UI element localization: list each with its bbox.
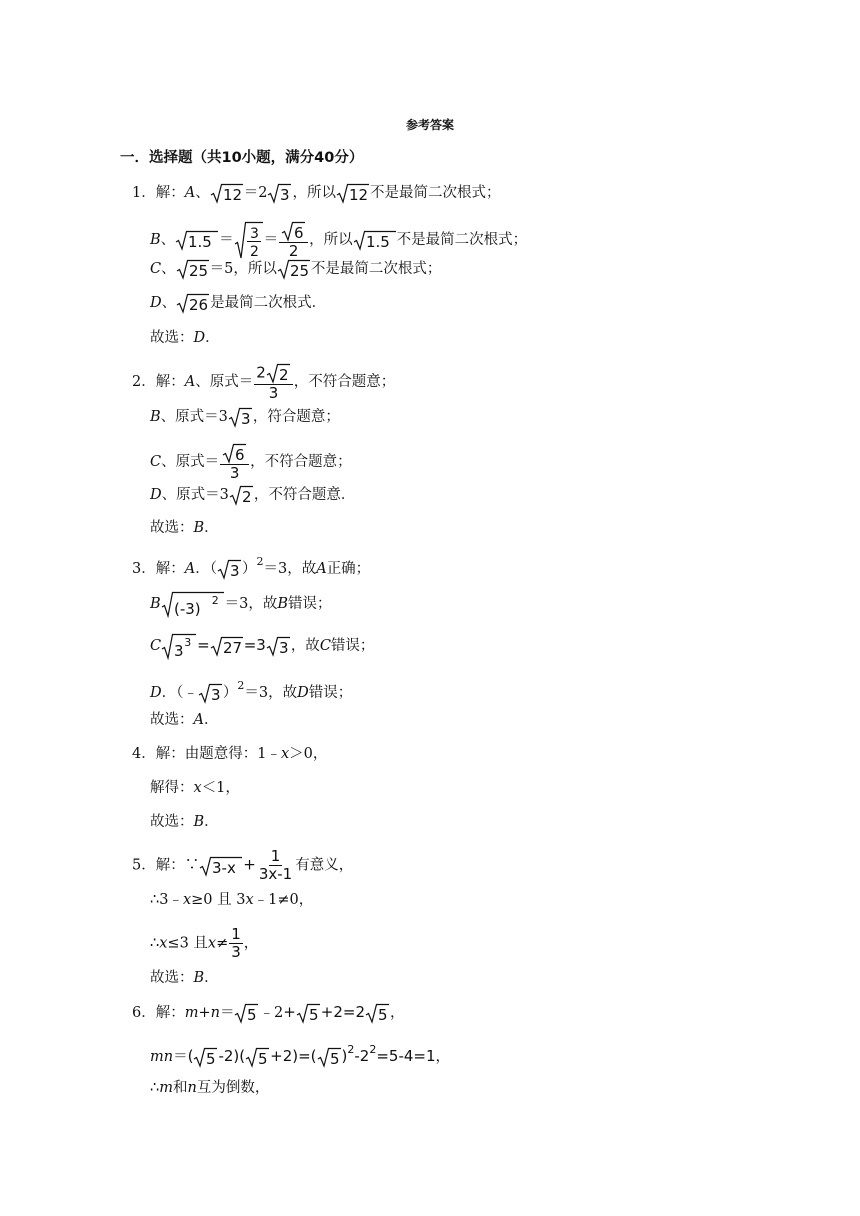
fraction: 2 2 3 xyxy=(254,362,293,402)
q3-line-a: 3．解：A．（ 3 ）$^2$＝3，故A正确； xyxy=(132,555,371,580)
q5-line-2: ∴3﹣x≥0 且 3x﹣1≠0， xyxy=(150,892,314,908)
radical xyxy=(317,1046,342,1068)
q2-line-d: D、原式＝3 2 ，不符合题意． xyxy=(150,484,355,506)
q6-line-2: mn＝( 5 -2)( 5 +2)=( 5 )$^2-2^2=5-4=1$， xyxy=(150,1043,451,1068)
svg-text:3: 3 xyxy=(210,686,221,704)
q2-line-c: C、原式＝ $\frac{6}{3}$ ，不符合题意； xyxy=(150,442,352,482)
q4-line-1: 4．解：由题意得：1﹣x＞0， xyxy=(132,746,328,762)
svg-text:(-3): (-3) xyxy=(173,600,201,618)
radical xyxy=(199,855,243,877)
radical-sign xyxy=(281,220,306,242)
svg-text:27: 27 xyxy=(222,639,242,657)
fraction: $\frac{6}{3}$ xyxy=(220,442,249,482)
radical-sign xyxy=(277,258,311,280)
page-title: 参考答案 xyxy=(405,118,454,132)
radical xyxy=(281,220,306,242)
radical-sign xyxy=(317,1046,342,1068)
svg-text:3: 3 xyxy=(278,639,289,657)
fraction: $\frac{1}{3}$ xyxy=(231,925,241,961)
radical xyxy=(296,1002,321,1024)
radical-sign xyxy=(353,229,397,251)
radical-sign xyxy=(217,558,242,580)
radical-sign xyxy=(199,855,243,877)
radical xyxy=(228,406,253,428)
svg-text:2: 2 xyxy=(211,594,219,607)
svg-text:1.5: 1.5 xyxy=(365,233,390,251)
radical xyxy=(365,1002,390,1024)
radical-power xyxy=(161,590,225,618)
svg-text:5: 5 xyxy=(247,1006,258,1024)
radical xyxy=(175,229,219,251)
radical-sign xyxy=(175,229,219,251)
radical xyxy=(353,229,397,251)
radical-sign xyxy=(336,182,370,204)
q5-line-3: ∴x≤3 且x≠ $\frac{1}{3}$ ， xyxy=(150,925,259,961)
q5-answer: 故选：B． xyxy=(150,970,219,986)
svg-text:25: 25 xyxy=(188,262,208,280)
svg-text:3: 3 xyxy=(249,226,259,242)
q3-line-b: B (-3) 2 ＝3，故B错误； xyxy=(150,590,332,618)
radical-sign xyxy=(161,590,225,618)
svg-text:3: 3 xyxy=(229,562,240,580)
radical-sign xyxy=(266,362,291,384)
radical-sign xyxy=(234,1002,259,1024)
q6-line-1: 6．解：m+n＝ 5 ﹣2+ 5 +2=2 5 ， xyxy=(132,1003,405,1024)
q1-answer: 故选：D． xyxy=(150,330,220,346)
q6-line-3: ∴m和n互为倒数， xyxy=(150,1080,270,1096)
q2-answer: 故选：B． xyxy=(150,520,219,536)
radical-sign xyxy=(210,635,244,657)
svg-text:12: 12 xyxy=(222,186,242,204)
radical-sign xyxy=(365,1002,390,1024)
radical-sign xyxy=(193,1046,218,1068)
fraction: $\frac{6}{2}$ xyxy=(279,220,308,260)
radical xyxy=(234,1002,259,1024)
fraction: $\frac{1}{3x-1}$ xyxy=(258,847,293,883)
svg-text:6: 6 xyxy=(294,224,304,242)
svg-text:5: 5 xyxy=(258,1050,268,1068)
svg-text:25: 25 xyxy=(289,262,309,280)
radical xyxy=(277,258,311,280)
svg-text:12: 12 xyxy=(348,186,369,204)
section-heading: 一．选择题（共10小题，满分40分） xyxy=(120,150,364,166)
q1-line-a: 1．解：A、 12 ＝2 3 ，所以 12 不是最简二次根式； xyxy=(132,182,500,204)
svg-text:3: 3 xyxy=(184,636,192,649)
svg-text:2: 2 xyxy=(278,366,289,384)
radical xyxy=(222,442,247,464)
radical-sign xyxy=(176,258,210,280)
svg-text:5: 5 xyxy=(206,1050,216,1068)
q3-answer: 故选：A． xyxy=(150,712,219,728)
radical xyxy=(245,1046,270,1068)
q5-line-1: 5．解：∵ 3-x + $\frac{1}{3x-1}$ 有意义， xyxy=(132,847,354,883)
radical xyxy=(176,292,210,314)
radical xyxy=(267,182,292,204)
svg-text:6: 6 xyxy=(235,446,245,464)
radical-sign xyxy=(198,682,223,704)
q2-line-a: 2．解：A、原式＝ 2 2 3 ，不符合题意； xyxy=(132,363,396,402)
radical-sign xyxy=(222,442,247,464)
radical-sign xyxy=(229,484,254,506)
svg-text:3-x: 3-x xyxy=(212,858,237,877)
svg-text:3: 3 xyxy=(174,642,184,660)
radical-sign xyxy=(234,220,264,260)
q3-line-d: D．（﹣ 3 ）$^2$＝3，故D错误； xyxy=(150,679,353,704)
q4-answer: 故选：B． xyxy=(150,814,219,830)
radical xyxy=(336,182,370,204)
svg-text:5: 5 xyxy=(329,1050,340,1068)
q3-line-c: C 3 3 = 27 =3 3 ，故C错误； xyxy=(150,632,374,660)
radical-sign xyxy=(245,1046,270,1068)
radical xyxy=(210,182,244,204)
radical xyxy=(266,635,291,657)
radical xyxy=(193,1046,218,1068)
q1-line-b: B、 1.5 ＝ 3 2 ＝ $\frac{6}{2}$ ，所以 1.5 不是最简二次根式； xyxy=(150,220,527,260)
radical-power xyxy=(161,632,197,660)
radical-fraction xyxy=(234,220,264,260)
svg-text:3: 3 xyxy=(280,186,290,204)
radical-sign xyxy=(296,1002,321,1024)
q1-line-d: D、 26 是最简二次根式． xyxy=(150,292,326,314)
svg-text:3: 3 xyxy=(240,410,251,428)
radical xyxy=(176,258,210,280)
svg-text:5: 5 xyxy=(308,1006,319,1024)
radical-sign xyxy=(176,292,210,314)
q2-line-b: B、原式＝3 3 ，符合题意； xyxy=(150,406,340,428)
radical-sign xyxy=(161,632,197,660)
q4-line-2: 解得：x＜1， xyxy=(150,780,240,796)
radical xyxy=(229,484,254,506)
q1-line-c: C、 25 ＝5，所以 25 不是最简二次根式； xyxy=(150,258,441,280)
svg-text:26: 26 xyxy=(189,296,209,314)
svg-text:5: 5 xyxy=(378,1006,388,1024)
radical xyxy=(210,635,244,657)
radical xyxy=(198,682,223,704)
radical-sign xyxy=(267,182,292,204)
svg-text:1.5: 1.5 xyxy=(188,233,213,251)
radical-sign xyxy=(228,406,253,428)
radical-sign xyxy=(210,182,244,204)
svg-text:2: 2 xyxy=(249,244,259,260)
svg-text:2: 2 xyxy=(241,488,252,506)
radical xyxy=(217,558,242,580)
radical-sign xyxy=(266,635,291,657)
radical xyxy=(266,362,291,384)
